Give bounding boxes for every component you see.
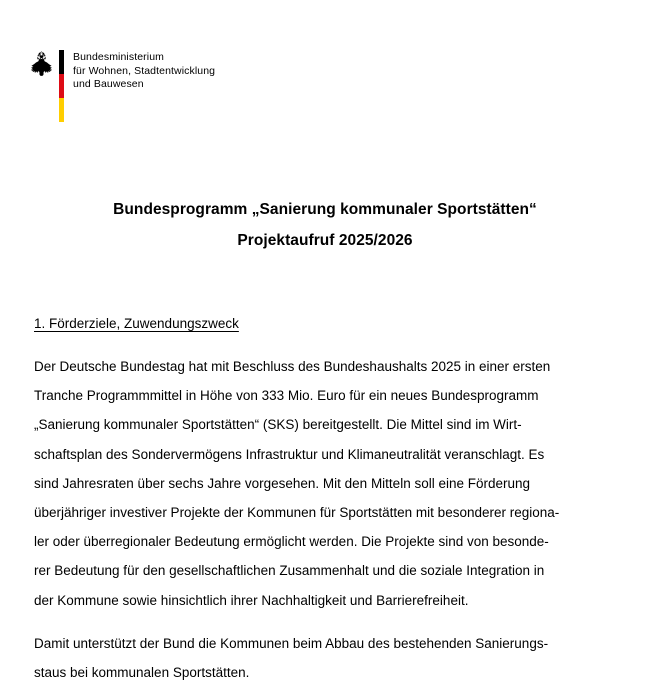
section-heading-foerderziele: 1. Förderziele, Zuwendungszweck — [34, 316, 239, 331]
body-line: sind Jahresraten über sechs Jahre vorgesehen. Mit den Mitteln soll eine Förderung — [34, 475, 531, 491]
document-body — [34, 352, 622, 687]
body-line: rer Bedeutung für den gesellschaftlichen Zusammenhalt und die soziale Integration in — [34, 563, 545, 579]
german-flag-bar — [59, 50, 64, 122]
body-line: überjähriger investiver Projekte der Kommunen für Sportstätten mit besonderer regiona- — [34, 505, 560, 521]
ministry-name-line-2: für Wohnen, Stadtentwicklung — [73, 64, 216, 77]
page-title-line-1: Bundesprogramm „Sanierung kommunaler Sportstätten“ — [113, 201, 537, 219]
body-paragraph-1 — [34, 352, 622, 615]
body-line: ler oder überregionaler Bedeutung ermöglicht werden. Die Projekte sind von besonde- — [34, 534, 549, 550]
page-title — [0, 194, 650, 256]
body-line: schaftsplan des Sondervermögens Infrastruktur und Klimaneutralität veranschlagt. Es — [34, 446, 545, 462]
ministry-name-line-3: und Bauwesen — [73, 78, 144, 90]
body-line: Tranche Programmmittel in Höhe von 333 Mio. Euro für ein neues Bundesprogramm — [34, 388, 539, 404]
flag-stripe-red — [59, 74, 64, 98]
ministry-logo — [28, 50, 215, 122]
body-line: „Sanierung kommunaler Sportstätten“ (SKS) bereitgestellt. Die Mittel sind im Wirt- — [34, 417, 522, 433]
page-title-line-2: Projektaufruf 2025/2026 — [237, 232, 413, 250]
body-line: Der Deutsche Bundestag hat mit Beschluss des Bundeshaushalts 2025 in einer ersten — [34, 359, 551, 374]
body-line: staus bei kommunalen Sportstätten. — [34, 665, 250, 681]
bundesadler-eagle-icon — [28, 50, 55, 79]
body-line: der Kommune sowie hinsichtlich ihrer Nachhaltigkeit und Barrierefreiheit. — [34, 592, 469, 608]
body-line: Damit unterstützt der Bund die Kommunen beim Abbau des bestehenden Sanierungs- — [34, 635, 549, 651]
ministry-name — [73, 50, 215, 92]
body-paragraph-2 — [34, 629, 622, 687]
flag-stripe-black — [59, 50, 64, 74]
flag-stripe-gold — [59, 98, 64, 122]
ministry-name-line-1: Bundesministerium — [73, 51, 164, 63]
